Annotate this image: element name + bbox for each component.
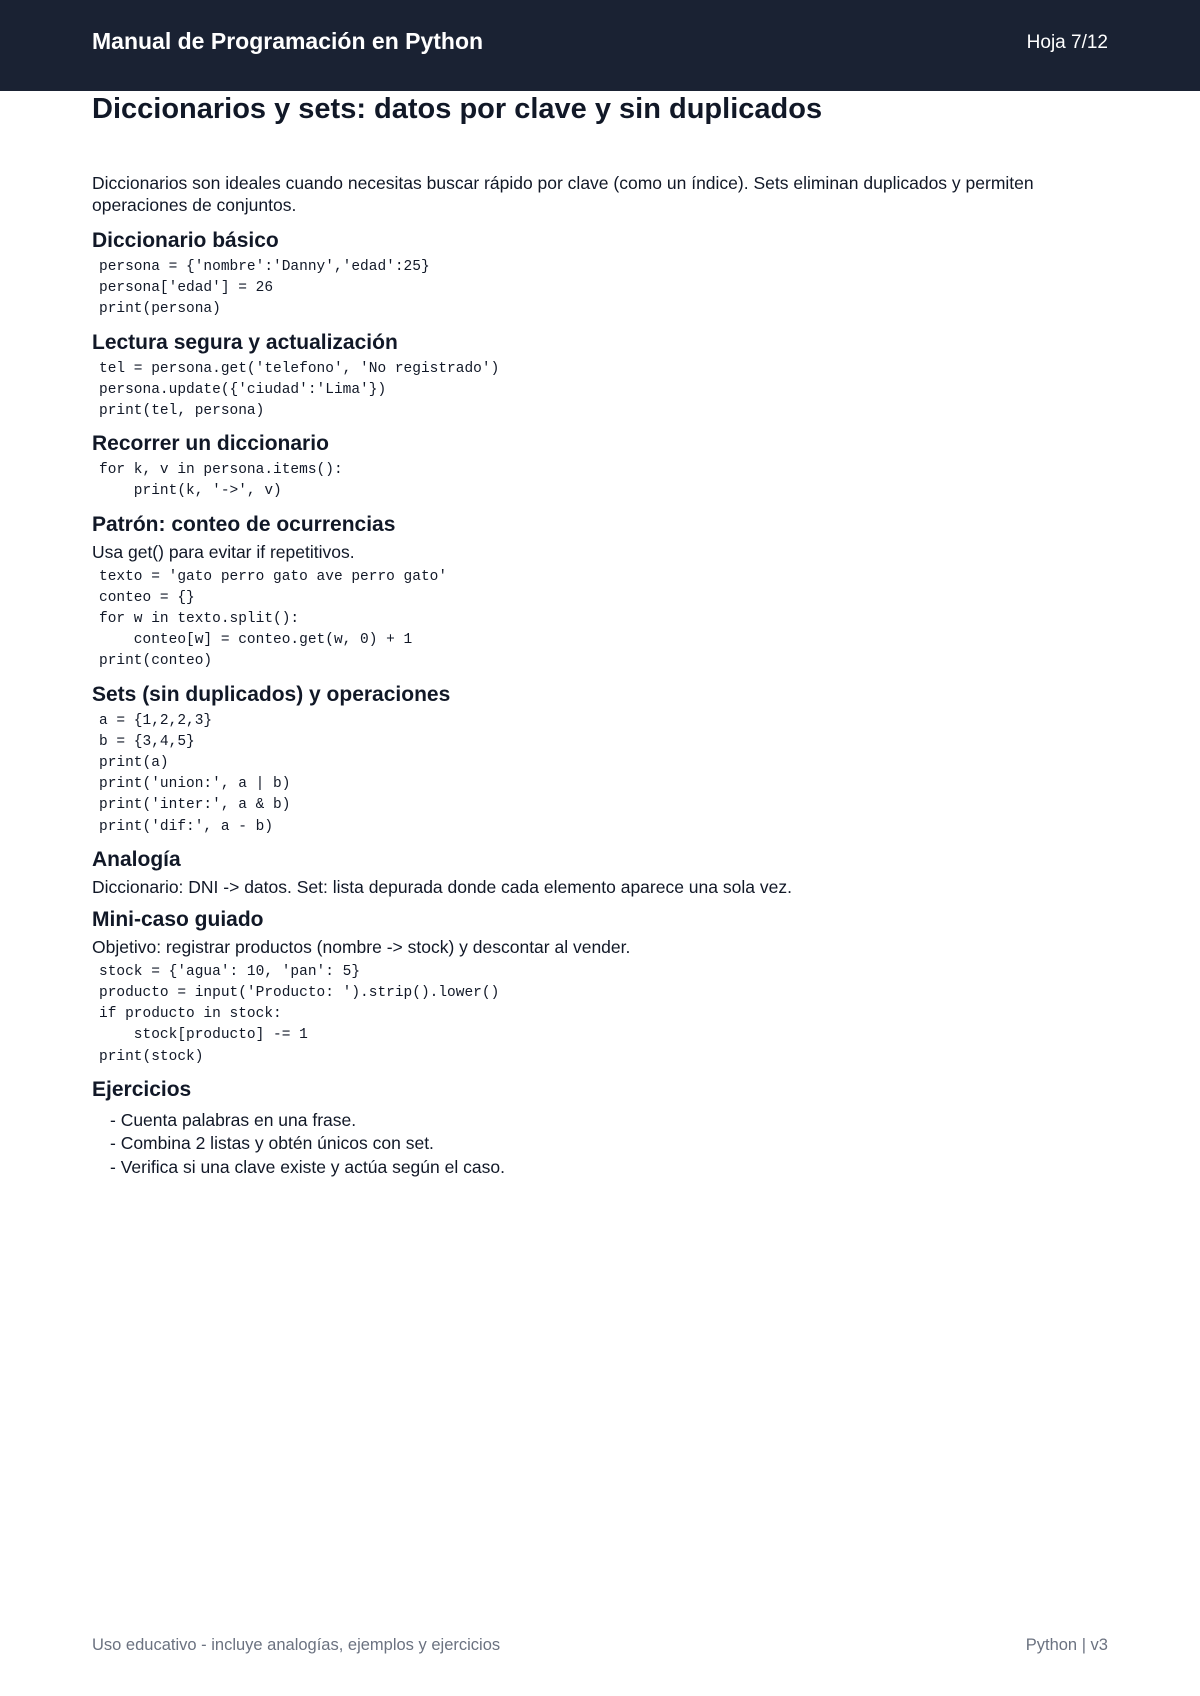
section-lectura-segura (92, 331, 1110, 423)
list-item: - Cuenta palabras en una frase. (110, 1109, 357, 1130)
footer-version: Python | v3 (1025, 1636, 1108, 1654)
page-content (92, 90, 1110, 1179)
code-block: for k, v in persona.items(): print(k, '->', v) (99, 462, 343, 500)
section-sets-operaciones (92, 683, 1110, 838)
code-block: tel = persona.get('telefono', 'No registrado') persona.update({'ciudad':'Lima'}) print(tel, persona) (99, 360, 500, 420)
section-text: Usa get() para evitar if repetitivos. (92, 541, 355, 562)
list-item: - Combina 2 listas y obtén únicos con set. (110, 1133, 434, 1154)
section-recorrer-diccionario (92, 432, 1110, 502)
footer-note: Uso educativo - incluye analogías, ejemplos y ejercicios (92, 1636, 501, 1654)
list-item: - Verifica si una clave existe y actúa según el caso. (110, 1156, 505, 1177)
section-ejercicios (92, 1078, 1110, 1180)
section-heading: Ejercicios (92, 1077, 192, 1101)
section-analogia (92, 848, 1110, 898)
document-title: Manual de Programación en Python (92, 28, 484, 54)
page-number: Hoja 7/12 (1026, 32, 1108, 53)
section-heading: Mini-caso guiado (92, 907, 264, 931)
section-text: Objetivo: registrar productos (nombre -> stock) y descontar al vender. (92, 936, 631, 957)
page-title: Diccionarios y sets: datos por clave y sin duplicados (92, 93, 823, 125)
section-conteo-ocurrencias (92, 513, 1110, 673)
section-heading: Recorrer un diccionario (92, 432, 329, 456)
section-heading: Sets (sin duplicados) y operaciones (92, 682, 451, 706)
section-diccionario-basico (92, 229, 1110, 321)
section-mini-caso (92, 908, 1110, 1068)
code-block: texto = 'gato perro gato ave perro gato' conteo = {} for w in texto.split(): conteo[w] = conteo.get(w, 0) + 1 print(conteo) (99, 568, 448, 670)
section-heading: Analogía (92, 847, 181, 871)
code-block: persona = {'nombre':'Danny','edad':25} persona['edad'] = 26 print(persona) (99, 259, 430, 318)
section-text: Diccionario: DNI -> datos. Set: lista depurada donde cada elemento aparece una sola vez. (92, 876, 792, 897)
code-block: a = {1,2,2,3} b = {3,4,5} print(a) print('union:', a | b) print('inter:', a & b) print('dif:', a - b) (99, 712, 291, 835)
section-heading: Patrón: conteo de ocurrencias (92, 512, 396, 536)
exercise-list (110, 1109, 1110, 1180)
section-heading: Lectura segura y actualización (92, 330, 398, 354)
intro-paragraph: Diccionarios son ideales cuando necesitas buscar rápido por clave (como un índice). Sets eliminan duplicados y permiten operaciones de conjuntos. (92, 173, 1034, 215)
code-block: stock = {'agua': 10, 'pan': 5} producto = input('Producto: ').strip().lower() if producto in stock: stock[producto] -= 1 print(stock) (99, 963, 500, 1065)
page-header (0, 0, 1200, 91)
section-heading: Diccionario básico (92, 229, 279, 252)
